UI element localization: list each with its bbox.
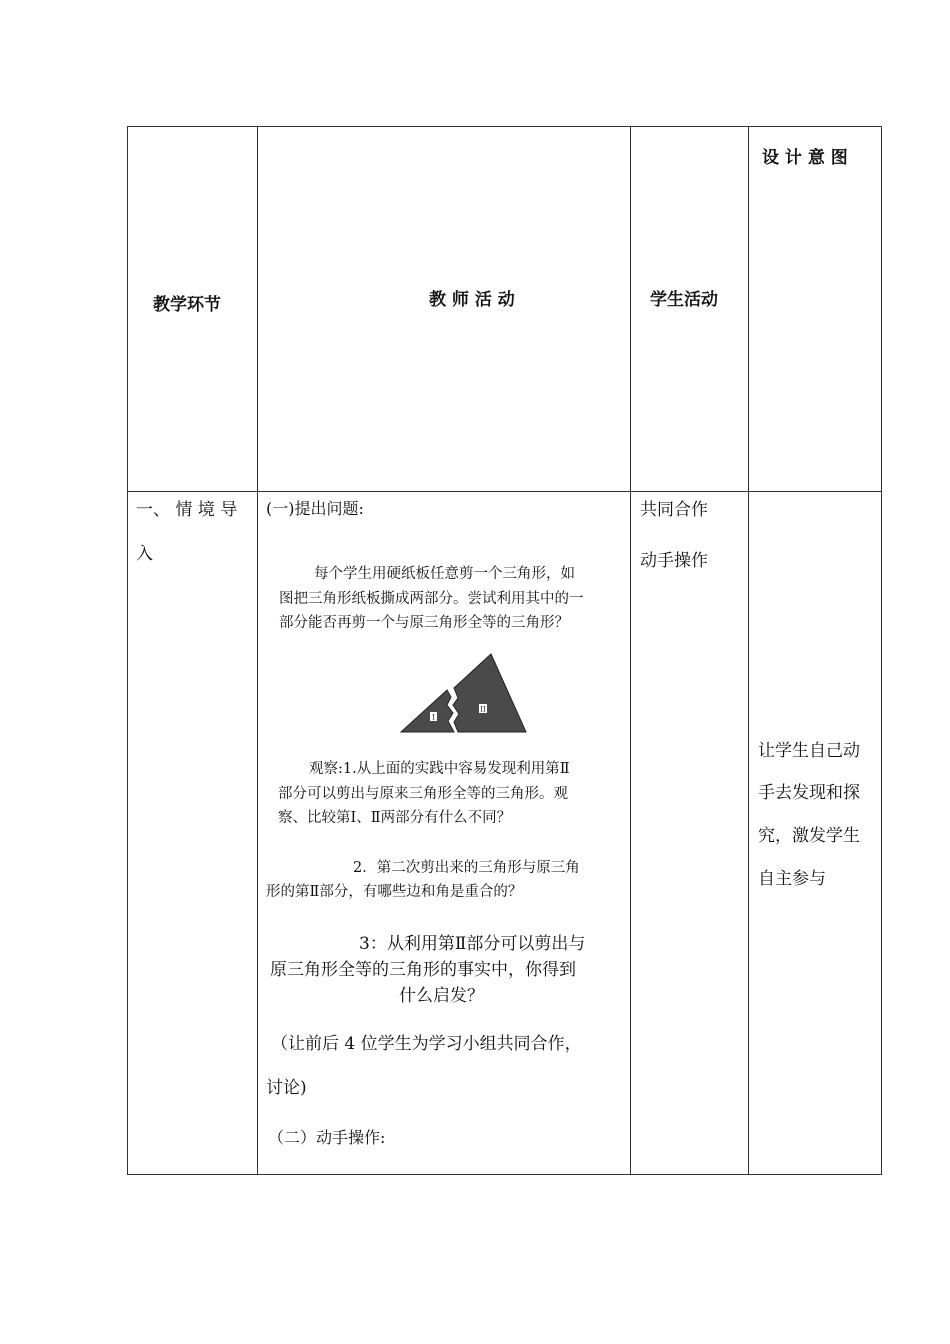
group-work-note: 讨论) bbox=[266, 1078, 307, 1098]
student-activity-line: 动手操作 bbox=[640, 551, 708, 571]
hands-on-section-title: （二）动手操作: bbox=[268, 1128, 386, 1147]
stage-label-line2: 入 bbox=[136, 544, 153, 564]
student-activity-line: 共同合作 bbox=[640, 500, 708, 520]
lesson-plan-table bbox=[127, 126, 882, 1175]
column-divider bbox=[257, 127, 258, 1174]
group-work-note: （让前后 4 位学生为学习小组共同合作， bbox=[271, 1034, 582, 1054]
question-paragraph-line: 图把三角形纸板撕成两部分。尝试利用其中的一 bbox=[279, 591, 584, 607]
design-intent-line: 让学生自己动 bbox=[758, 741, 860, 761]
row-divider bbox=[128, 491, 881, 492]
question-section-title: (一)提出问题: bbox=[266, 499, 364, 518]
observation-1-line: 部分可以剪出与原来三角形全等的三角形。观 bbox=[278, 786, 568, 802]
design-intent-line: 手去发现和探 bbox=[758, 783, 860, 803]
stage-label-line1: 一、 情 境 导 bbox=[136, 500, 238, 520]
column-divider bbox=[630, 127, 631, 1174]
torn-triangle-figure bbox=[399, 653, 527, 734]
header-teacher-activity: 教 师 活 动 bbox=[429, 290, 515, 310]
observation-1-line: 观察:1.从上面的实践中容易发现利用第Ⅱ bbox=[309, 761, 570, 777]
observation-2-line: 2．第二次剪出来的三角形与原三角 bbox=[353, 860, 580, 876]
question-paragraph-line: 每个学生用硬纸板任意剪一个三角形，如 bbox=[314, 566, 575, 582]
design-intent-line: 究，激发学生 bbox=[758, 826, 860, 846]
observation-3-line: 什么启发？ bbox=[399, 986, 484, 1006]
design-intent-line: 自主参与 bbox=[758, 869, 826, 889]
header-design-intent: 设 计 意 图 bbox=[762, 148, 848, 168]
question-paragraph-line: 部分能否再剪一个与原三角形全等的三角形？ bbox=[279, 615, 569, 631]
header-student-activity: 学生活动 bbox=[650, 290, 718, 310]
observation-3-line: 3：从利用第Ⅱ部分可以剪出与 bbox=[359, 934, 586, 954]
observation-1-line: 察、比较第Ⅰ、Ⅱ两部分有什么不同？ bbox=[278, 810, 512, 826]
column-divider bbox=[748, 127, 749, 1174]
observation-3-line: 原三角形全等的三角形的事实中，你得到 bbox=[270, 960, 576, 980]
part-label-2: II bbox=[480, 705, 486, 714]
header-teaching-stage: 教学环节 bbox=[153, 295, 221, 315]
part-label-1: I bbox=[432, 713, 435, 722]
observation-2-line: 形的第Ⅱ部分，有哪些边和角是重合的？ bbox=[266, 884, 523, 900]
